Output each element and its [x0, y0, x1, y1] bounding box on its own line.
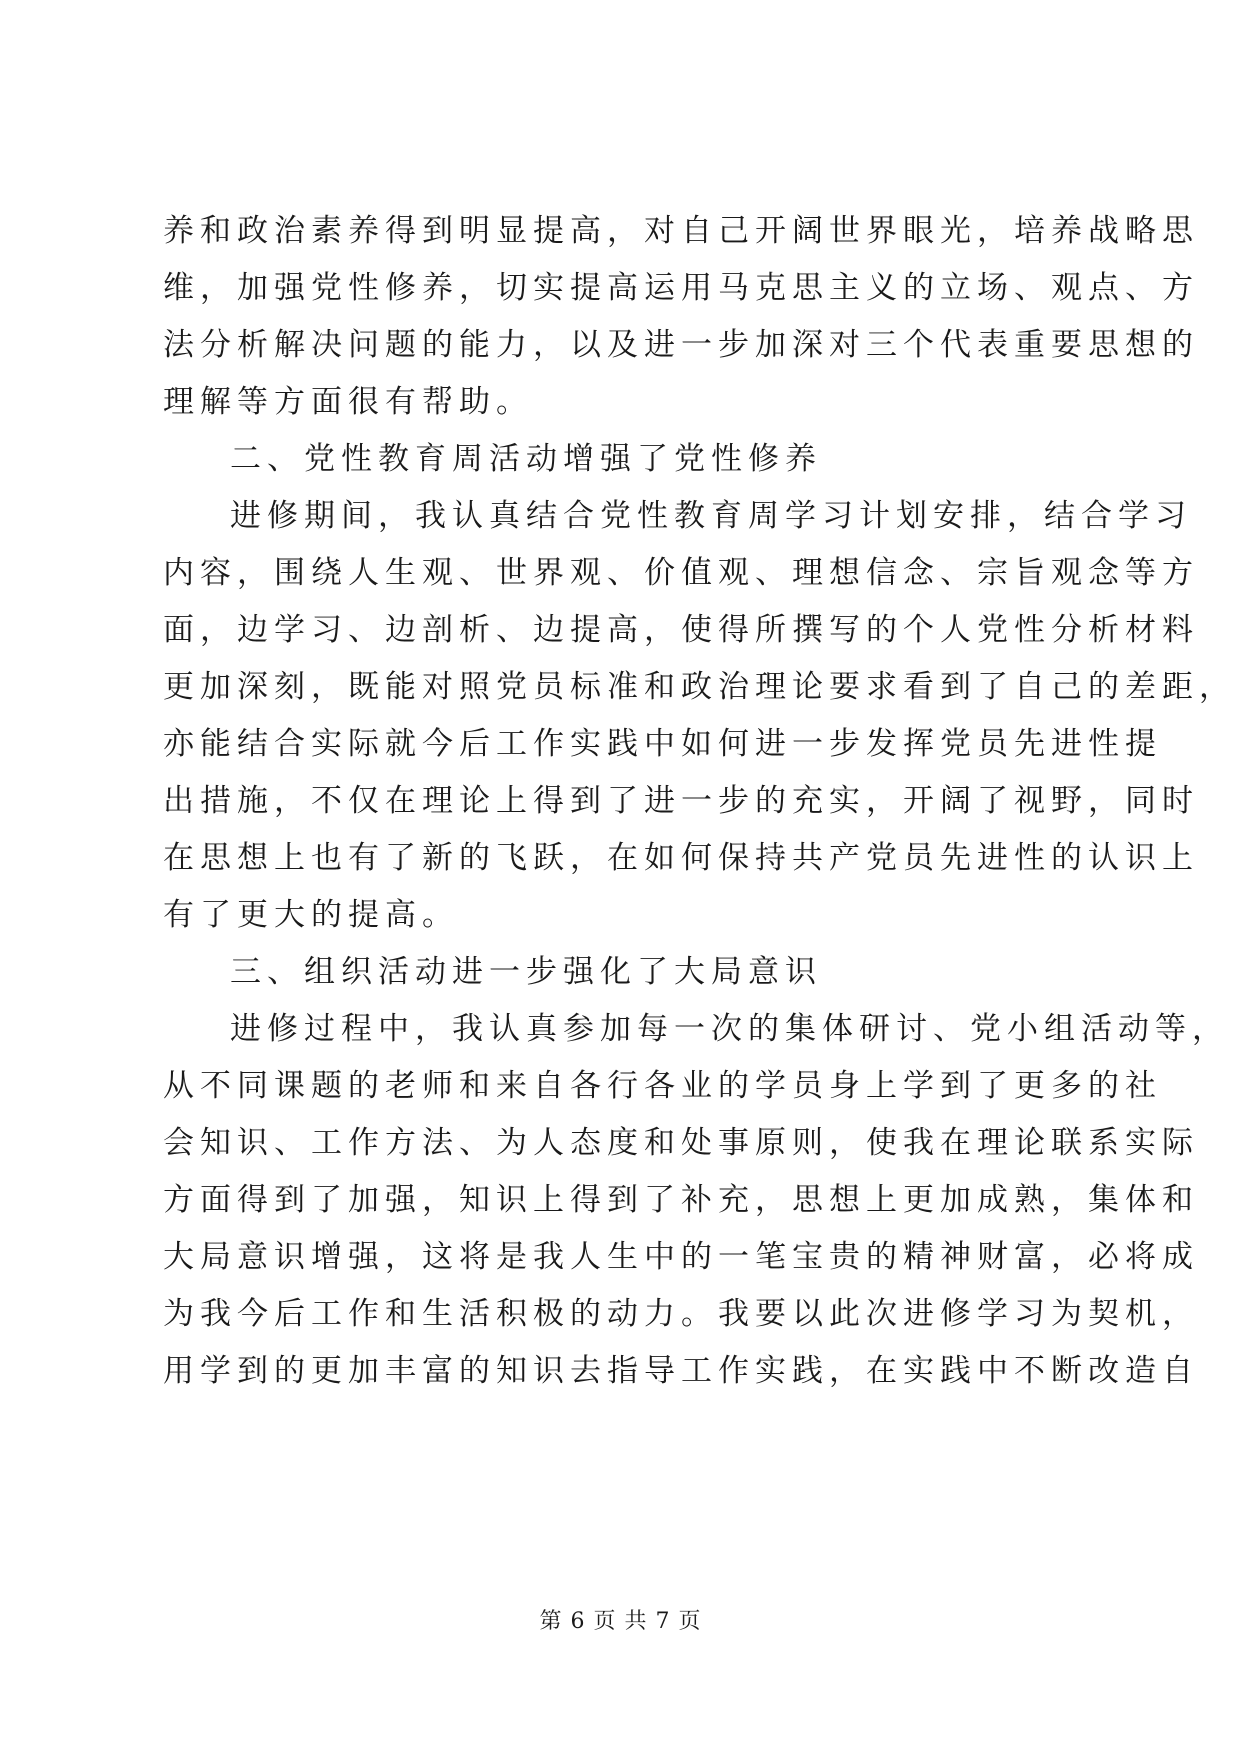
body-text-line: 进修期间，我认真结合党性教育周学习计划安排，结合学习 [230, 498, 1192, 534]
body-text-line: 有了更大的提高。 [163, 897, 459, 933]
body-text-line: 大局意识增强，这将是我人生中的一笔宝贵的精神财富，必将成 [163, 1239, 1199, 1275]
body-text-line: 养和政治素养得到明显提高，对自己开阔世界眼光，培养战略思 [163, 213, 1199, 249]
page-number-footer: 第 6 页 共 7 页 [539, 1609, 702, 1634]
body-text-line: 从不同课题的老师和来自各行各业的学员身上学到了更多的社 [163, 1068, 1162, 1104]
body-text-line: 亦能结合实际就今后工作实践中如何进一步发挥党员先进性提 [163, 726, 1162, 762]
section-heading: 三、组织活动进一步强化了大局意识 [230, 954, 822, 990]
body-text-line: 法分析解决问题的能力，以及进一步加深对三个代表重要思想的 [163, 327, 1199, 363]
body-text-line: 进修过程中，我认真参加每一次的集体研讨、党小组活动等， [230, 1011, 1229, 1047]
body-text-line: 会知识、工作方法、为人态度和处事原则，使我在理论联系实际 [163, 1125, 1199, 1161]
body-text-line: 面，边学习、边剖析、边提高，使得所撰写的个人党性分析材料 [163, 612, 1199, 648]
body-text-line: 方面得到了加强，知识上得到了补充，思想上更加成熟，集体和 [163, 1182, 1199, 1218]
body-text-line: 内容，围绕人生观、世界观、价值观、理想信念、宗旨观念等方 [163, 555, 1199, 591]
body-text-line: 更加深刻，既能对照党员标准和政治理论要求看到了自己的差距， [163, 669, 1236, 705]
body-text-line: 用学到的更加丰富的知识去指导工作实践，在实践中不断改造自 [163, 1353, 1199, 1389]
body-text-line: 为我今后工作和生活积极的动力。我要以此次进修学习为契机， [163, 1296, 1199, 1332]
section-heading: 二、党性教育周活动增强了党性修养 [230, 441, 822, 477]
body-text-line: 理解等方面很有帮助。 [163, 384, 533, 420]
body-text-line: 维，加强党性修养，切实提高运用马克思主义的立场、观点、方 [163, 270, 1199, 306]
body-text-line: 在思想上也有了新的飞跃，在如何保持共产党员先进性的认识上 [163, 840, 1199, 876]
body-text-line: 出措施，不仅在理论上得到了进一步的充实，开阔了视野，同时 [163, 783, 1199, 819]
